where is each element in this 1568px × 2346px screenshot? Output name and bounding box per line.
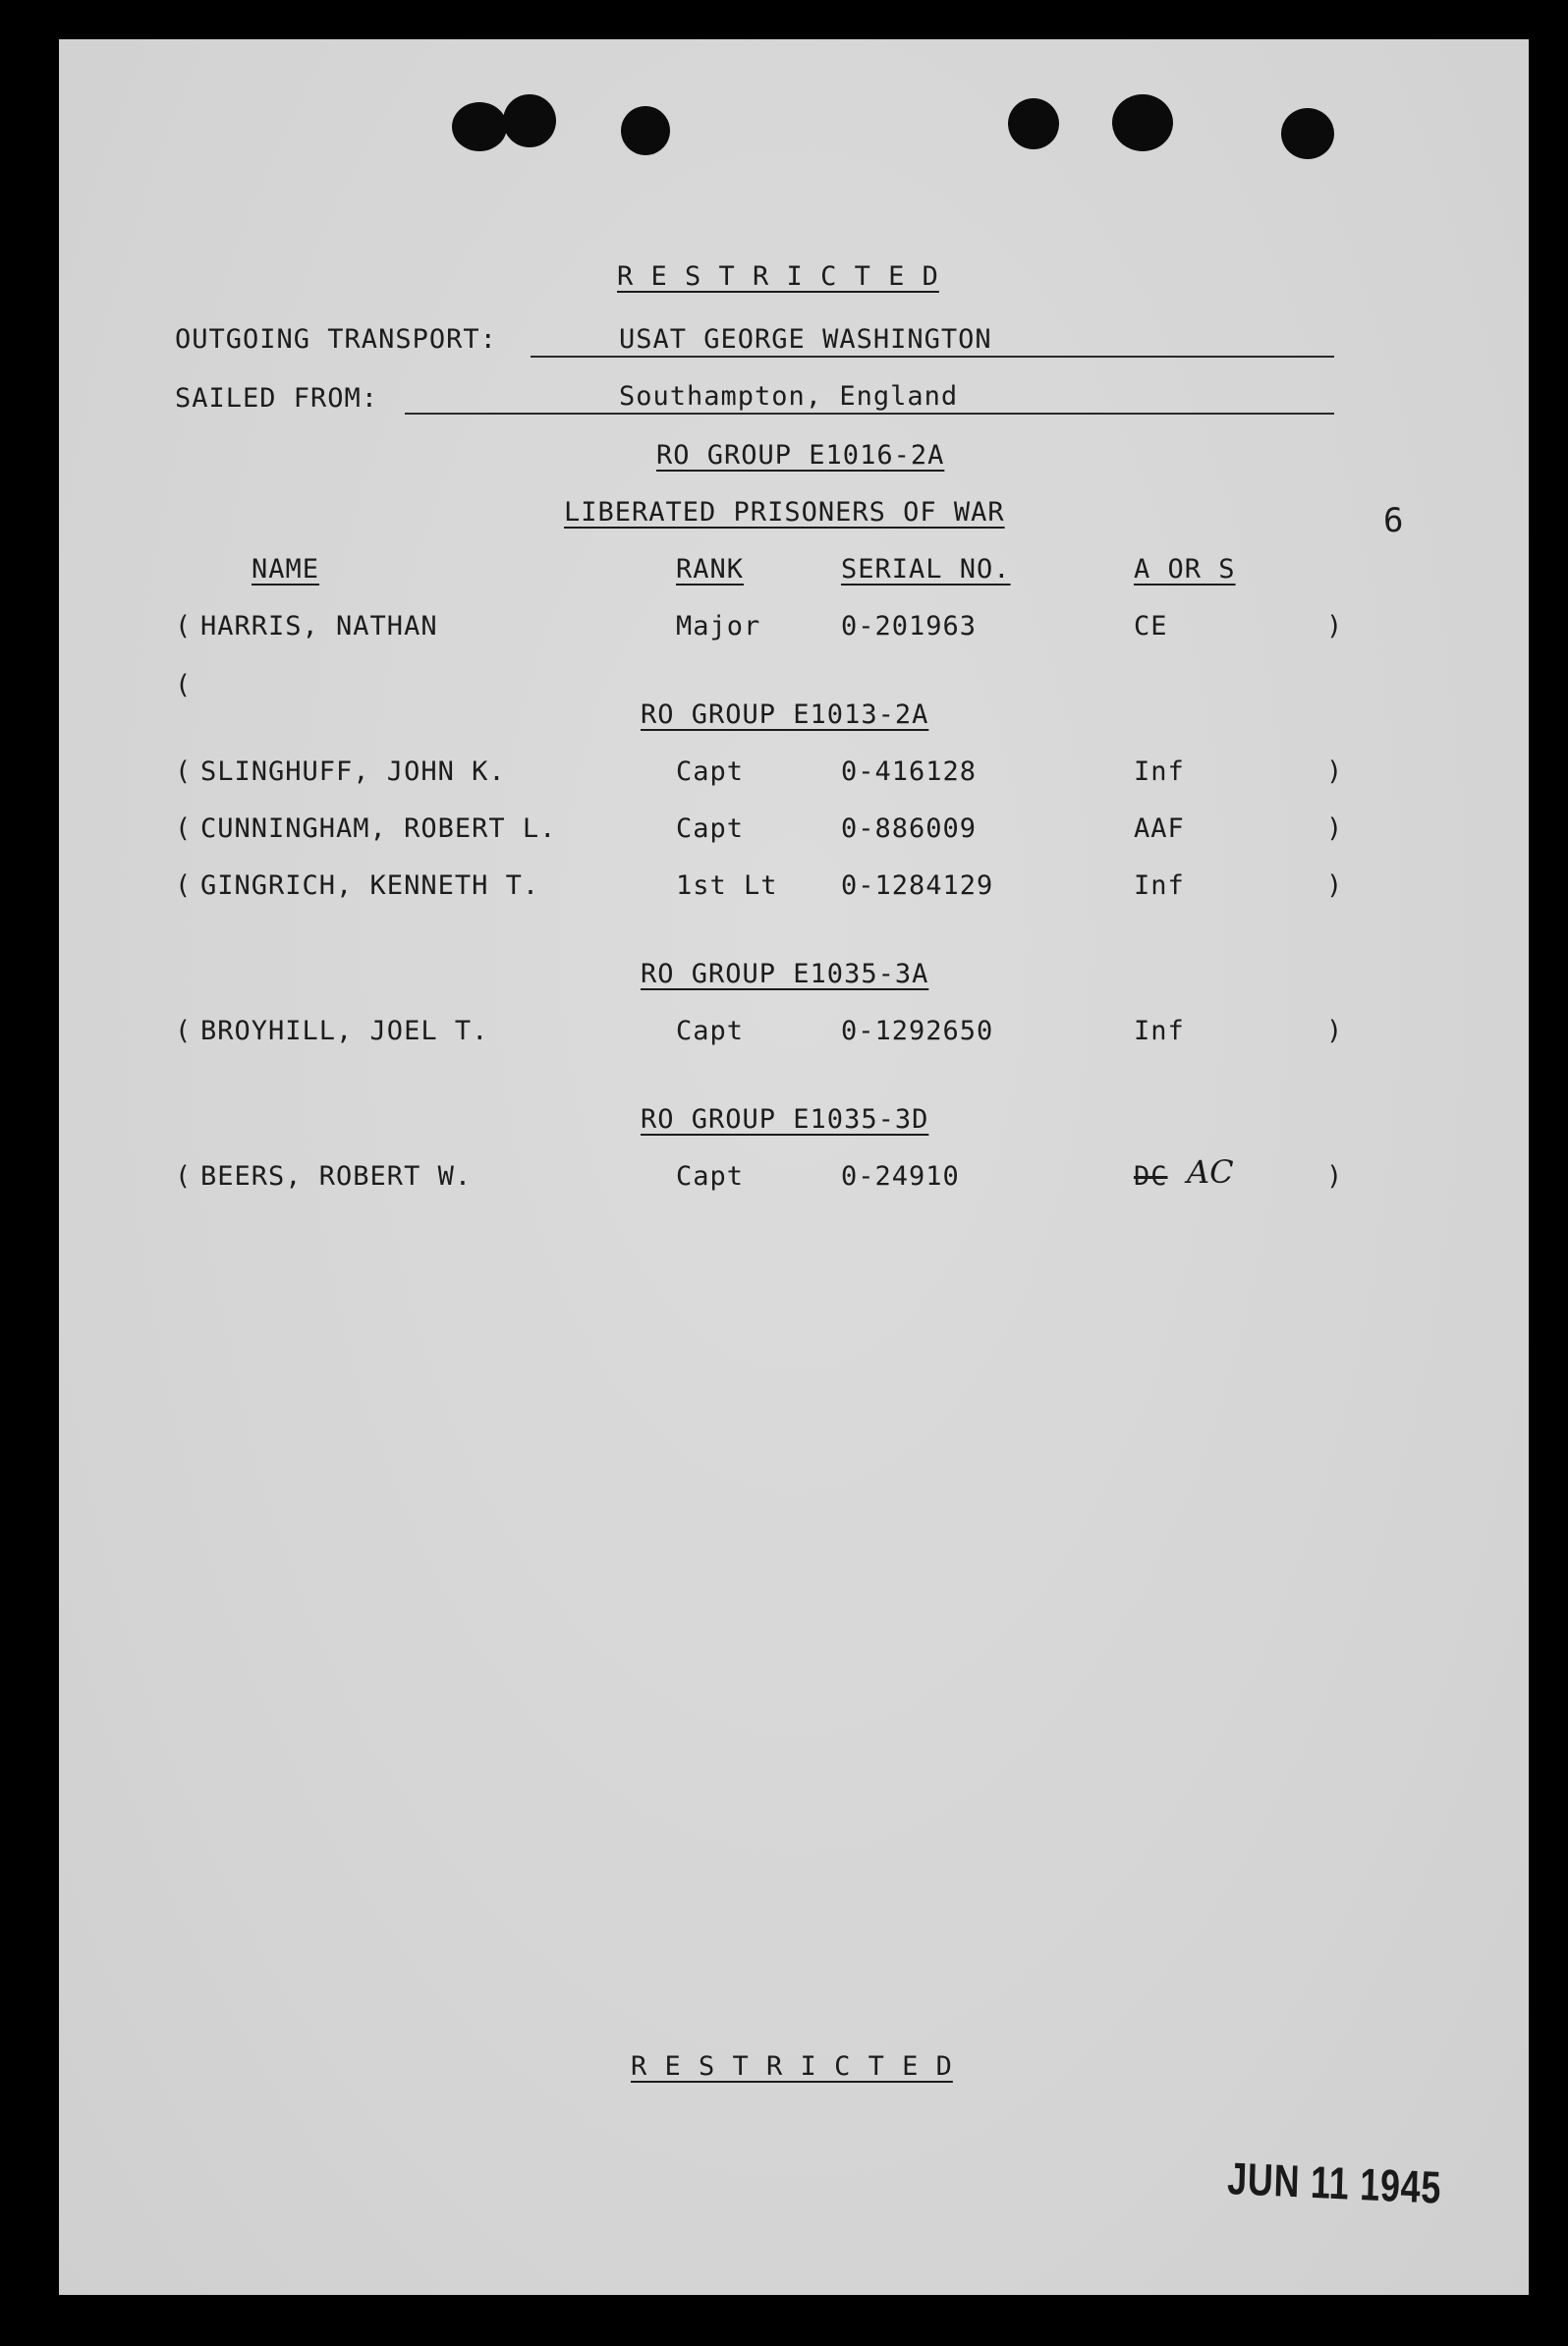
outgoing-transport-value: USAT GEORGE WASHINGTON bbox=[619, 324, 992, 355]
row-rank: Major bbox=[676, 611, 761, 642]
column-header-serial: SERIAL NO. bbox=[841, 554, 1011, 585]
row-open-paren: ( bbox=[175, 1016, 193, 1046]
row-serial: 0-416128 bbox=[841, 756, 978, 787]
punch-hole bbox=[1281, 108, 1334, 159]
row-name: HARRIS, NATHAN bbox=[200, 611, 438, 642]
punch-hole bbox=[452, 102, 507, 151]
outgoing-transport-label: OUTGOING TRANSPORT: bbox=[175, 324, 497, 355]
group-title: RO GROUP E1035-3D bbox=[641, 1104, 929, 1135]
row-arm-struck: DC bbox=[1134, 1161, 1168, 1192]
row-serial: 0-1284129 bbox=[841, 870, 994, 901]
row-rank: Capt bbox=[676, 1016, 745, 1046]
row-close-paren: ) bbox=[1326, 813, 1344, 844]
row-name: CUNNINGHAM, ROBERT L. bbox=[200, 813, 557, 844]
group-title: RO GROUP E1016-2A bbox=[656, 440, 945, 471]
row-rank: Capt bbox=[676, 1161, 745, 1192]
row-serial: 0-201963 bbox=[841, 611, 978, 642]
row-open-paren: ( bbox=[175, 756, 193, 787]
row-rank: Capt bbox=[676, 756, 745, 787]
column-header-rank: RANK bbox=[676, 554, 745, 585]
row-close-paren: ) bbox=[1326, 870, 1344, 901]
row-serial: 0-1292650 bbox=[841, 1016, 994, 1046]
column-header-name: NAME bbox=[252, 554, 320, 585]
punch-hole bbox=[1112, 94, 1173, 151]
document-subtitle: LIBERATED PRISONERS OF WAR bbox=[564, 497, 1005, 528]
restricted-heading-bottom: R E S T R I C T E D bbox=[631, 2051, 953, 2082]
page-mark: 6 bbox=[1383, 501, 1405, 540]
group-title: RO GROUP E1013-2A bbox=[641, 699, 929, 730]
row-arm: Inf bbox=[1134, 1016, 1185, 1046]
row-close-paren: ) bbox=[1326, 1016, 1344, 1046]
row-name: SLINGHUFF, JOHN K. bbox=[200, 756, 506, 787]
sailed-from-underline bbox=[405, 413, 1334, 415]
row-arm: Inf bbox=[1134, 756, 1185, 787]
row-close-paren: ) bbox=[1326, 756, 1344, 787]
stray-paren: ( bbox=[175, 670, 193, 700]
punch-hole bbox=[621, 106, 670, 155]
row-serial: 0-24910 bbox=[841, 1161, 960, 1192]
row-close-paren: ) bbox=[1326, 1161, 1344, 1192]
column-header-arm: A OR S bbox=[1134, 554, 1236, 585]
row-open-paren: ( bbox=[175, 1161, 193, 1192]
row-close-paren: ) bbox=[1326, 611, 1344, 642]
row-name: BEERS, ROBERT W. bbox=[200, 1161, 473, 1192]
row-arm: Inf bbox=[1134, 870, 1185, 901]
row-rank: Capt bbox=[676, 813, 745, 844]
row-arm: CE bbox=[1134, 611, 1168, 642]
row-arm: AAF bbox=[1134, 813, 1185, 844]
group-title: RO GROUP E1035-3A bbox=[641, 959, 929, 989]
row-serial: 0-886009 bbox=[841, 813, 978, 844]
row-rank: 1st Lt bbox=[676, 870, 778, 901]
punch-hole bbox=[503, 94, 556, 147]
sailed-from-label: SAILED FROM: bbox=[175, 383, 379, 414]
date-stamp: JUN 11 1945 bbox=[1226, 2151, 1442, 2213]
restricted-heading-top: R E S T R I C T E D bbox=[617, 261, 939, 292]
document-page bbox=[59, 39, 1529, 2295]
outgoing-transport-underline bbox=[531, 356, 1334, 358]
row-arm-handwritten: AC bbox=[1187, 1153, 1234, 1191]
row-open-paren: ( bbox=[175, 611, 193, 642]
row-open-paren: ( bbox=[175, 870, 193, 901]
row-open-paren: ( bbox=[175, 813, 193, 844]
row-name: BROYHILL, JOEL T. bbox=[200, 1016, 489, 1046]
punch-hole bbox=[1008, 98, 1059, 149]
sailed-from-value: Southampton, England bbox=[619, 381, 959, 412]
row-name: GINGRICH, KENNETH T. bbox=[200, 870, 540, 901]
